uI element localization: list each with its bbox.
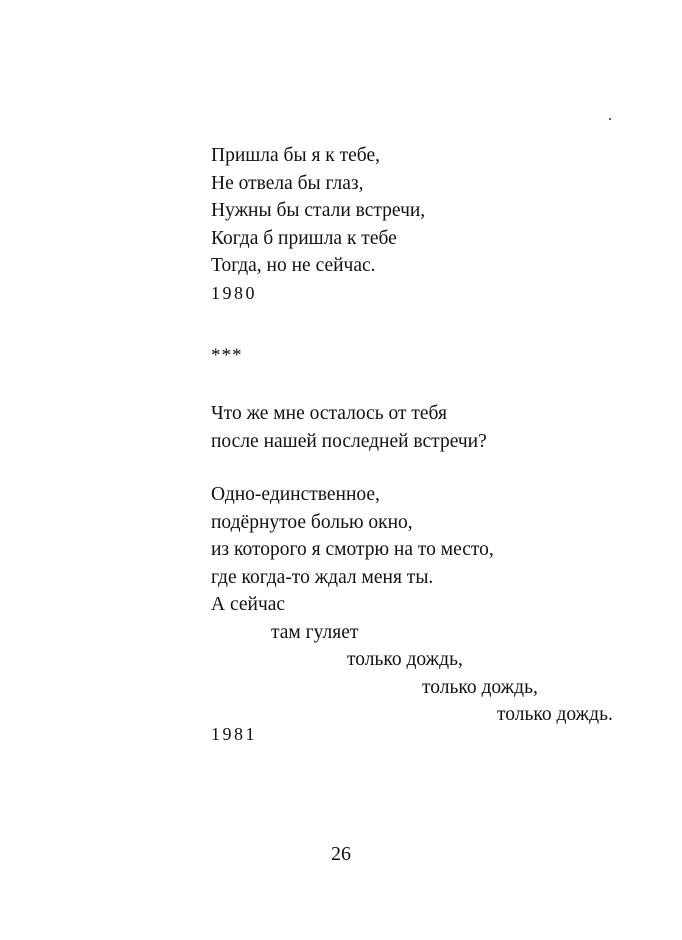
poem-line-indented: только дождь. [497,704,613,725]
poem-1-year: 1980 [211,283,257,303]
poem-2-year: 1981 [211,724,257,744]
poem-line: Одно-единственное, [211,484,380,505]
poem-line: где когда-то ждал меня ты. [211,566,434,588]
poem-line-indented: только дождь, [347,649,463,670]
poem-line: из которого я смотрю на то место, [211,539,494,560]
poem-2 [211,400,641,729]
poem-line: Когда б пришла к тебе [211,227,397,249]
poem-line: Пришла бы я к тебе, [211,145,381,166]
poem-line: Не отвела бы глаз, [211,172,364,194]
poem-1 [211,142,641,280]
poem-line-indented: только дождь, [422,676,538,698]
section-separator: *** [211,345,243,366]
poem-line: Тогда, но не сейчас. [211,255,376,276]
stanza-gap [211,455,641,481]
page-speck [609,118,611,120]
poem-line: Нужны бы стали встречи, [211,200,426,221]
poem-line: после нашей последней встречи? [211,430,487,452]
poem-line: А сейчас [211,594,286,615]
poem-line: Что же мне осталось от тебя [211,403,447,424]
poem-line: подёрнутое болью окно, [211,511,413,533]
poem-line-indented: там гуляет [271,621,359,643]
page-number: 26 [331,843,351,865]
